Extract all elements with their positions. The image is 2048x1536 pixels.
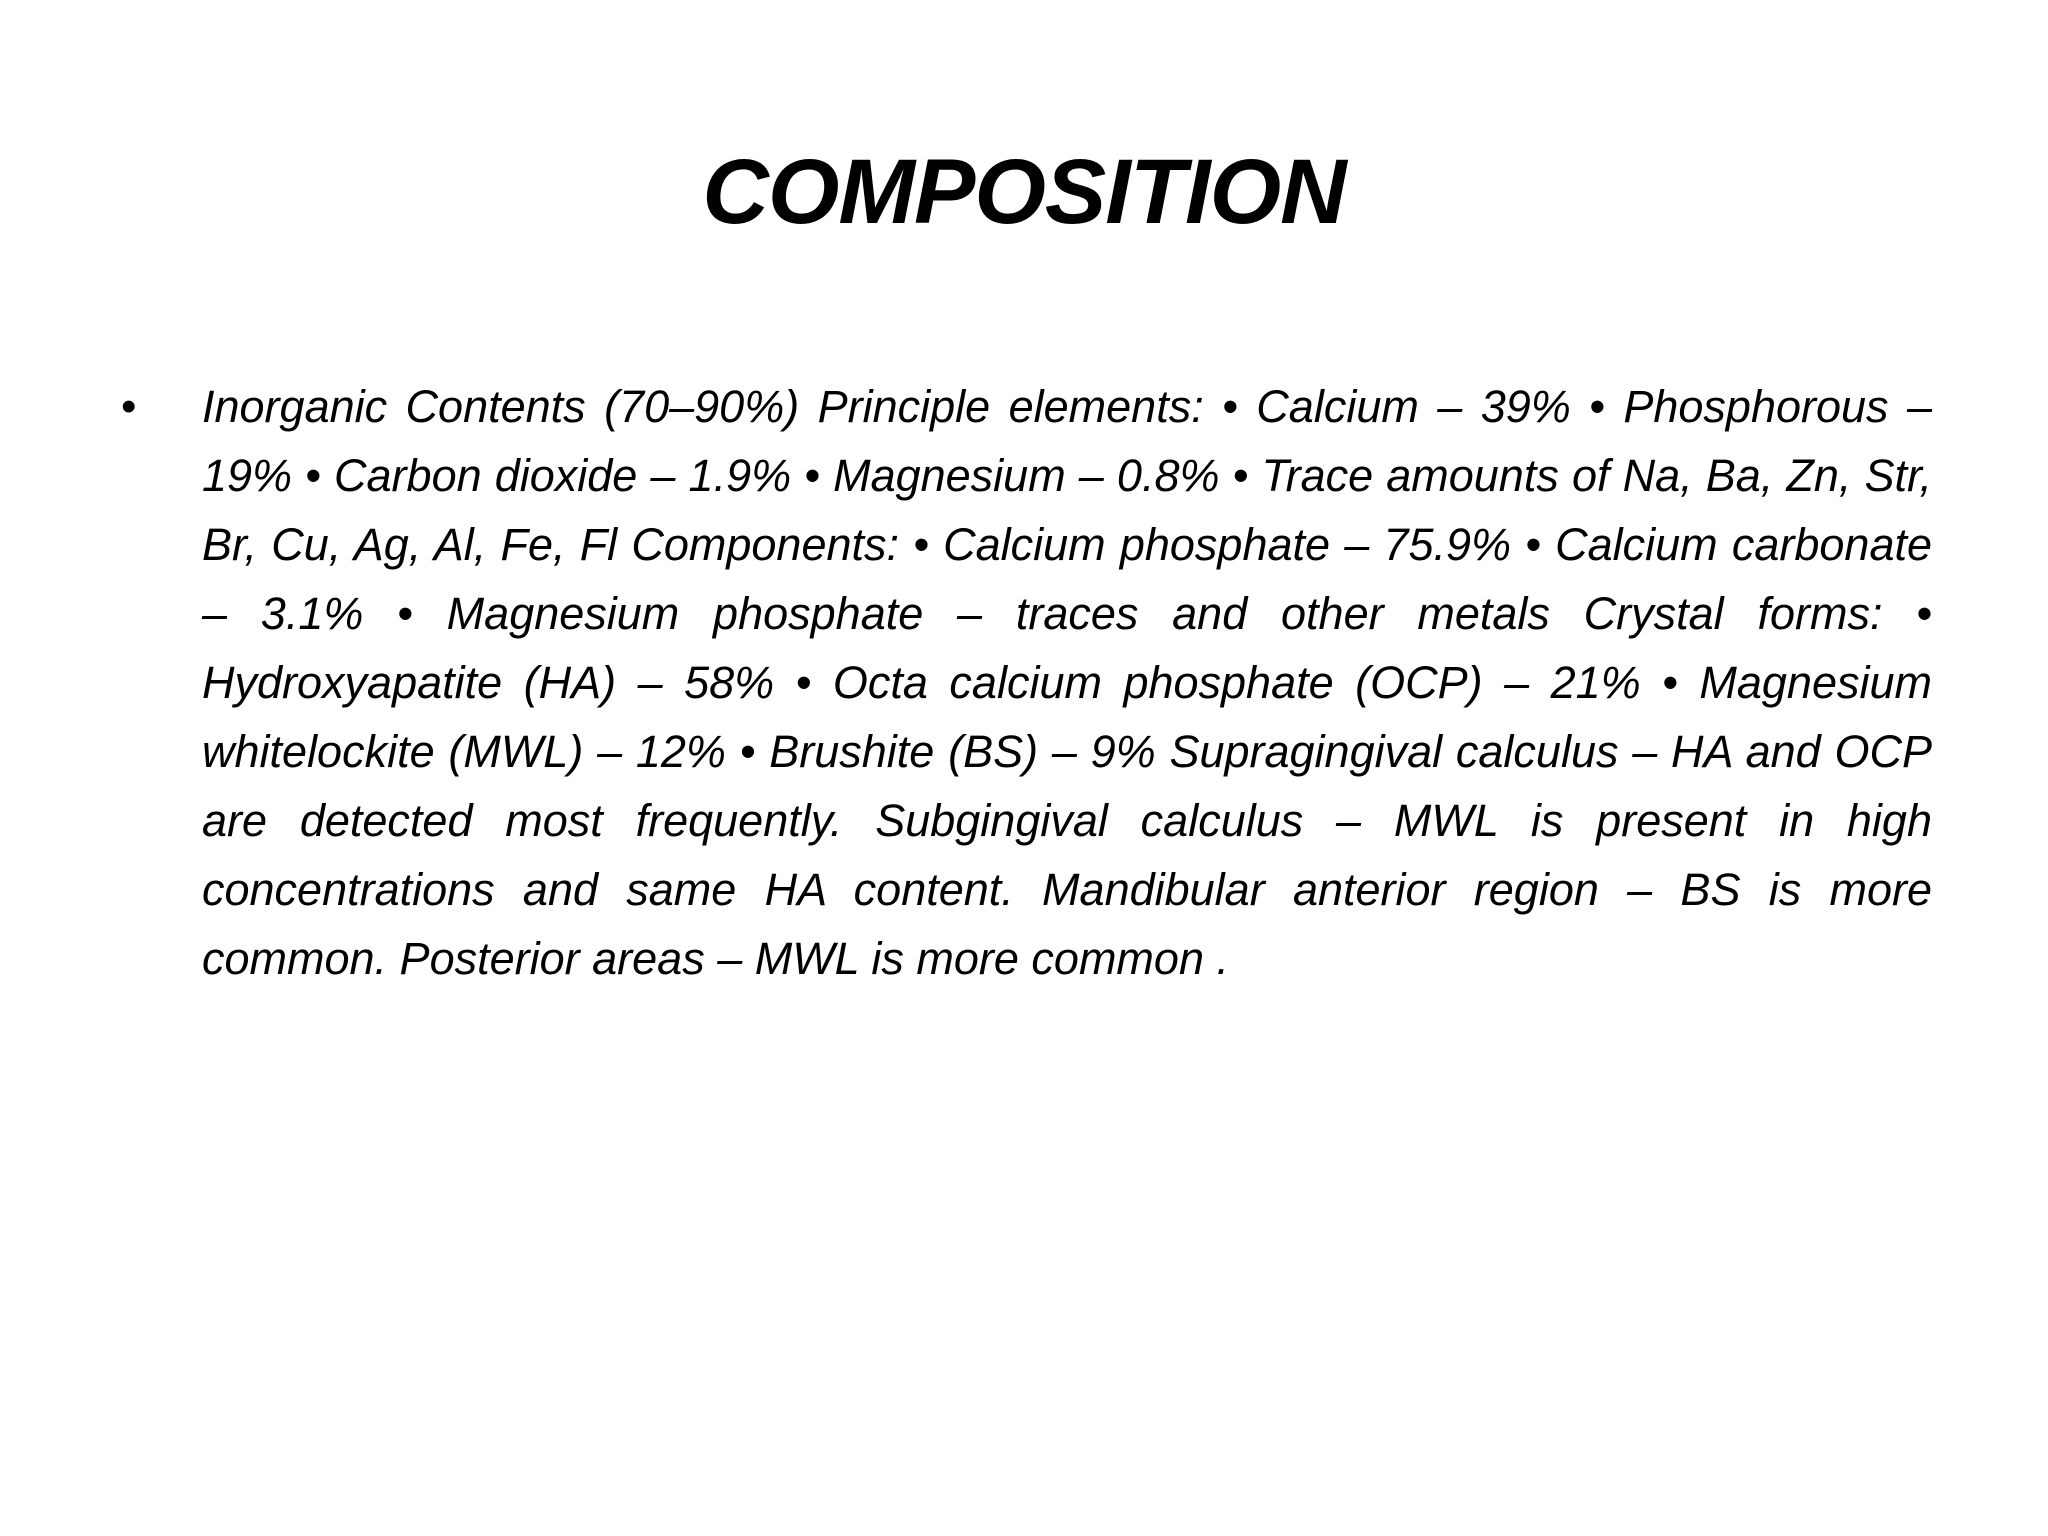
bullet-marker: • <box>121 382 137 431</box>
bullet-text: Inorganic Contents (70–90%) Principle elements: • Calcium – 39% • Phosphorous – 19% • Carbon dioxide – 1.9% • Magnesium – 0.8% • Trace amounts of Na, Ba, Zn, Str, Br, Cu, Ag, Al, Fe, Fl Components: • Calcium phosphate – 75.9% • Calcium carbonate – 3.1% • Magnesium phosphate – traces and other metals Crystal forms: • Hydroxyapatite (HA) – 58% • Octa calcium phosphate (OCP) – 21% • Magnesium whitelockite (MWL) – 12% • Brushite (BS) – 9% Supragingival calculus – HA and OCP are detected most frequently. Subgingival calculus – MWL is present in high concentrations and same HA content. Mandibular anterior region – BS is more common. Posterior areas – MWL is more common . <box>202 381 1932 984</box>
slide-title: COMPOSITION <box>702 141 1346 243</box>
